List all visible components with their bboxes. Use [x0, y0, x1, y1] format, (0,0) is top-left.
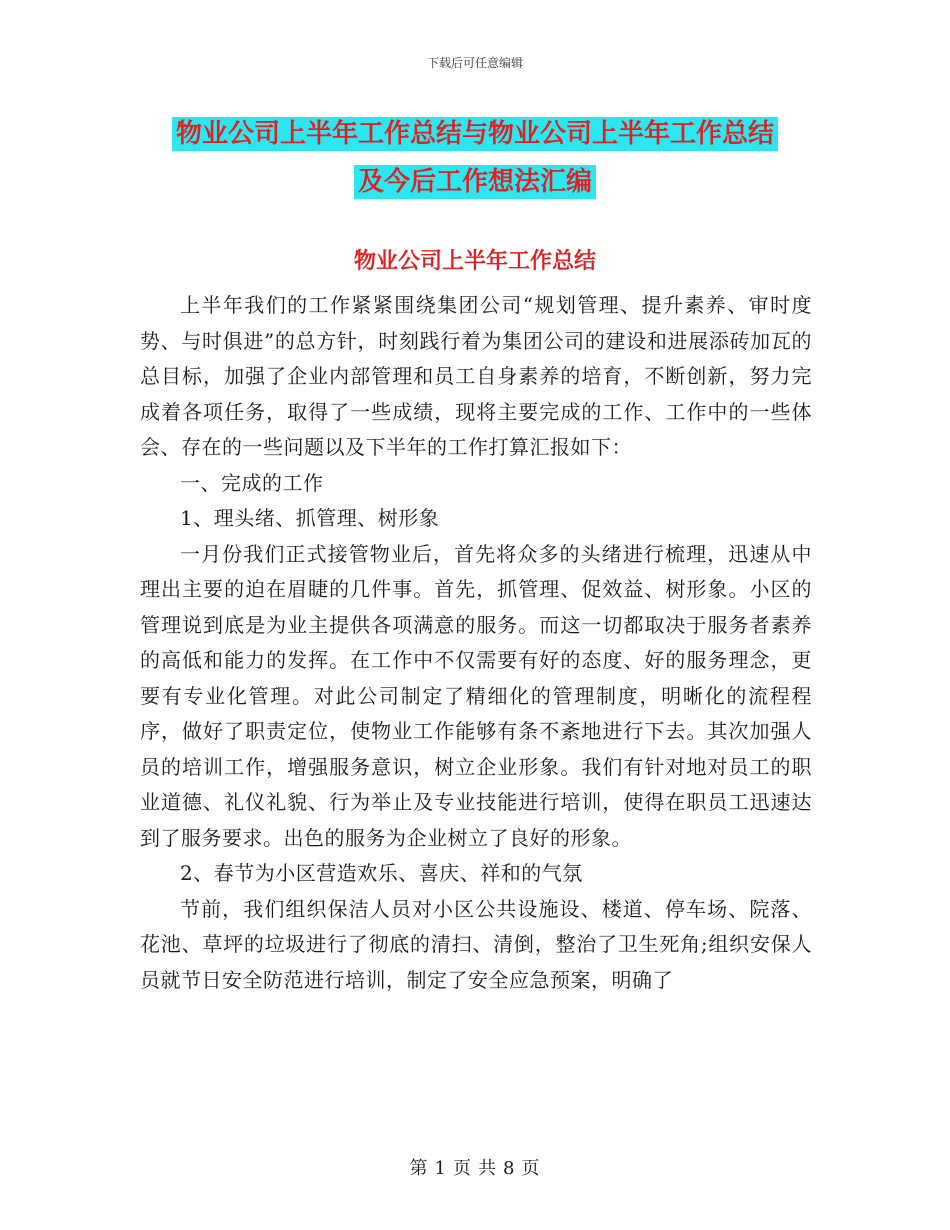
paragraph: 2、春节为小区营造欢乐、喜庆、祥和的气氛	[180, 861, 583, 885]
page-number: 1	[434, 1158, 447, 1179]
footer-total-prefix: 共	[478, 1158, 497, 1179]
document-title	[0, 110, 950, 206]
paragraph: 1、理头绪、抓管理、树形象	[180, 506, 440, 530]
footer-mid: 页	[453, 1158, 472, 1179]
paragraph: 上半年我们的工作紧紧围绕集团公司“规划管理、提升素养、审时度势、与时俱进”的总方针，时刻践行着为集团公司的建设和进展添砖加瓦的总目标，加强了企业内部管理和员工自身素养的培育，不断创新，努力完成着各项任务，取得了一些成绩，现将主要完成的工作、工作中的一些体会、存在的一些问题以及下半年的工作打算汇报如下：	[140, 293, 812, 459]
title-line-2: 及今后工作想法汇编	[354, 165, 596, 199]
paragraph: 一月份我们正式接管物业后，首先将众多的头绪进行梳理，迅速从中理出主要的迫在眉睫的几件事。首先，抓管理、促效益、树形象。小区的管理说到底是为业主提供各项满意的服务。而这一切都取决于服务者素养的高低和能力的发挥。在工作中不仅需要有好的态度、好的服务理念，更要有专业化管理。对此公司制定了精细化的管理制度，明晰化的流程程序，做好了职责定位，使物业工作能够有条不紊地进行下去。其次加强人员的培训工作，增强服务意识，树立企业形象。我们有针对地对员工的职业道德、礼仪礼貌、行为举止及专业技能进行培训，使得在职员工迅速达到了服务要求。出色的服务为企业树立了良好的形象。	[140, 541, 812, 850]
footer-suffix: 页	[521, 1158, 541, 1179]
header-note: 下载后可任意编辑	[426, 56, 523, 70]
footer-prefix: 第	[409, 1158, 429, 1179]
title-line-1: 物业公司上半年工作总结与物业公司上半年工作总结	[172, 117, 778, 151]
body-text	[140, 288, 812, 998]
section-title: 物业公司上半年工作总结	[353, 249, 596, 274]
page-total: 8	[503, 1158, 516, 1179]
paragraph: 一、完成的工作	[180, 470, 324, 495]
page-footer	[0, 1154, 950, 1180]
paragraph: 节前，我们组织保洁人员对小区公共设施设、楼道、停车场、院落、花池、草坪的垃圾进行了彻底的清扫、清倒，整治了卫生死角;组织安保人员就节日安全防范进行培训，制定了安全应急预案，明确了	[140, 896, 812, 992]
